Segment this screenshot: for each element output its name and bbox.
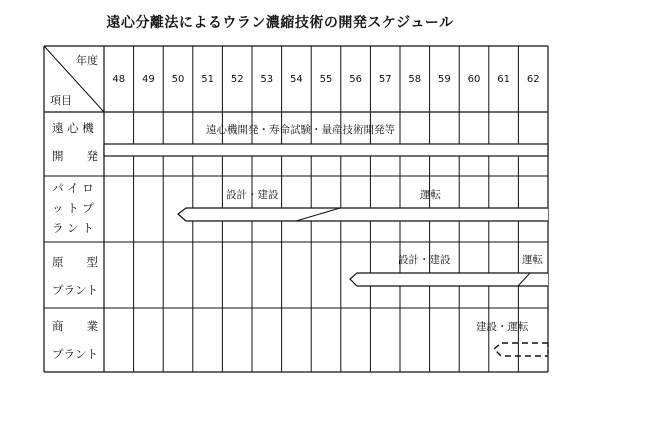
row-label-line: 原 型 [52, 255, 98, 269]
year-label: 62 [526, 74, 540, 85]
prototype-design-construction-label: 設計・建設 [398, 254, 451, 266]
year-label: 51 [201, 74, 214, 85]
year-label: 49 [142, 74, 155, 85]
row-prototype-label [52, 255, 98, 297]
year-label: 58 [408, 74, 422, 85]
row-label-line: 遠 心 機 [52, 121, 94, 135]
pilot-design-construction-label: 設計・建設 [226, 189, 279, 201]
year-label: 53 [260, 74, 274, 85]
centrifuge-phase-label: 遠心機開発・寿命試験・量産技術開発等 [206, 124, 395, 136]
year-label: 59 [438, 74, 451, 85]
pilot-plant-bar [178, 208, 548, 221]
year-label: 54 [290, 74, 303, 85]
row-label-line: ラ ン ト [52, 221, 94, 235]
row-label-line: パ イ ロ [52, 181, 94, 195]
year-label: 52 [230, 74, 244, 85]
row-label-line: 商 業 [52, 319, 98, 333]
year-label: 61 [497, 74, 510, 85]
row-label-line: プラント [52, 283, 98, 297]
year-label: 48 [112, 74, 126, 85]
pilot-operation-label: 運転 [420, 189, 441, 201]
prototype-operation-label: 運転 [522, 254, 543, 266]
row-label-line: ッ ト プ [52, 201, 94, 215]
item-header-label: 項目 [50, 94, 72, 107]
year-labels [112, 74, 539, 85]
year-label: 55 [319, 74, 333, 85]
row-commercial-label [52, 319, 98, 361]
year-label: 56 [349, 74, 362, 85]
commercial-plant-bar [494, 343, 548, 356]
year-label: 57 [378, 74, 392, 85]
centrifuge-development-bar [104, 144, 548, 156]
commercial-construction-operation-label: 建設・運転 [476, 321, 529, 333]
row-centrifuge-label [52, 121, 98, 163]
row-label-line: プラント [52, 347, 98, 361]
prototype-plant-bar [350, 273, 548, 286]
year-label: 50 [171, 74, 185, 85]
page-title: 遠心分離法によるウラン濃縮技術の開発スケジュール [106, 15, 454, 31]
year-header-label: 年度 [76, 54, 98, 67]
row-pilot-label [52, 181, 94, 235]
year-label: 60 [467, 74, 481, 85]
row-label-line: 開 発 [52, 149, 98, 163]
